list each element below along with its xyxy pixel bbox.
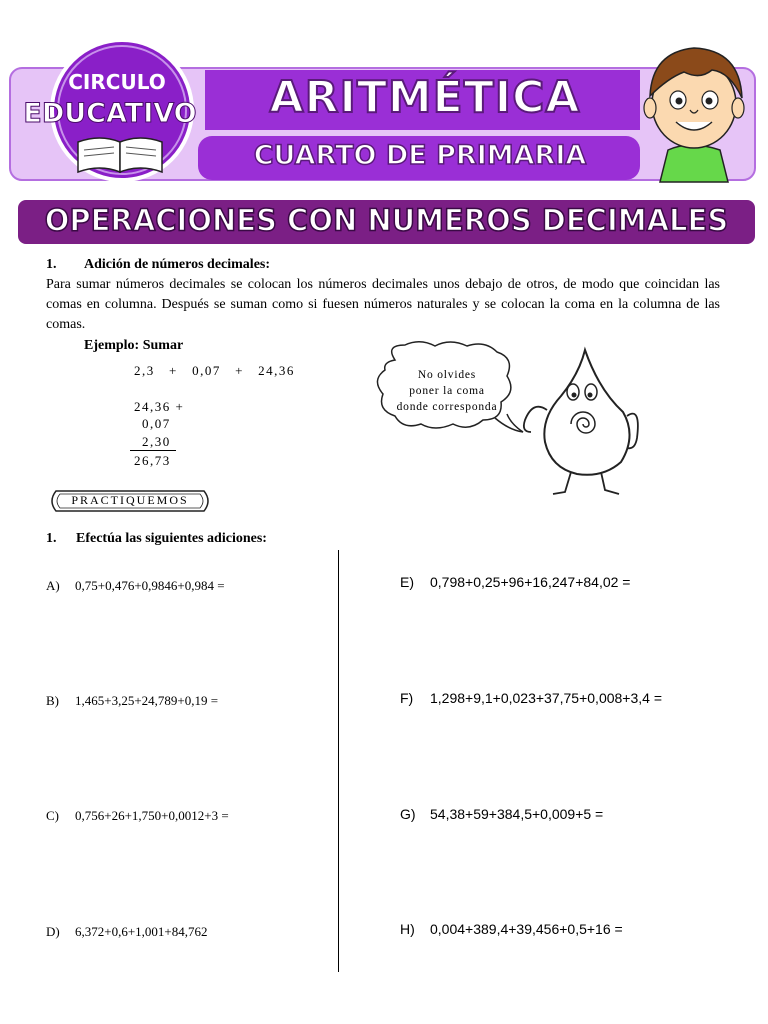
- exercise-d-expr: 6,372+0,6+1,001+84,762: [75, 924, 208, 939]
- exercise-number: 1.: [46, 531, 57, 546]
- example-label: Ejemplo: Sumar: [84, 338, 184, 353]
- exercise-a-expr: 0,75+0,476+0,9846+0,984 =: [75, 578, 225, 593]
- exercise-f-expr: 1,298+9,1+0,023+37,75+0,008+3,4 =: [430, 690, 663, 706]
- drop-mascot-illustration: [375, 340, 695, 505]
- bubble-text-3: donde corresponda: [396, 401, 498, 413]
- exercise-e-expr: 0,798+0,25+96+16,247+84,02 =: [430, 574, 631, 590]
- column-row-3: 2,30: [142, 434, 171, 449]
- exercise-b-label: B): [46, 693, 59, 708]
- logo-text-educativo: EDUCATIVO: [23, 98, 197, 129]
- bubble-text-2: poner la coma: [409, 385, 485, 397]
- exercise-c-label: C): [46, 808, 59, 823]
- exercise-a-label: A): [46, 578, 60, 593]
- exercise-h-expr: 0,004+389,4+39,456+0,5+16 =: [430, 921, 623, 937]
- exercise-f-label: F): [400, 690, 414, 706]
- example-line: 2,3 + 0,07 + 24,36: [134, 363, 295, 378]
- column-row-2: 0,07: [142, 416, 171, 431]
- bubble-text-1: No olvides: [417, 369, 477, 381]
- exercise-heading: Efectúa las siguientes adiciones:: [76, 531, 267, 546]
- page-title: ARITMÉTICA: [269, 72, 581, 123]
- sum-line: [130, 450, 176, 451]
- exercise-h-label: H): [400, 921, 415, 937]
- exercise-g-label: G): [400, 806, 416, 822]
- column-result: 26,73: [134, 453, 171, 468]
- practice-label: PRACTIQUEMOS: [71, 493, 189, 507]
- section-title: OPERACIONES CON NUMEROS DECIMALES: [44, 202, 729, 238]
- lesson-paragraph: Para sumar números decimales se colocan los números decimales unos debajo de otros, de modo que coincidan las comas en columna. Después se suman como si fuesen números naturales y se colocan la coma en la columna de las comas.: [46, 277, 720, 332]
- page-subtitle: CUARTO DE PRIMARIA: [253, 140, 587, 171]
- exercise-d-label: D): [46, 924, 60, 939]
- water-drop-icon: [524, 350, 638, 494]
- exercise-b-expr: 1,465+3,25+24,789+0,19 =: [75, 693, 219, 708]
- logo-text-circulo: CIRCULO: [68, 70, 166, 94]
- column-divider: [338, 550, 339, 972]
- exercise-c-expr: 0,756+26+1,750+0,0012+3 =: [75, 808, 229, 823]
- column-row-1: 24,36 +: [134, 399, 185, 414]
- lesson-heading: Adición de números decimales:: [84, 257, 271, 272]
- book-icon: [78, 138, 162, 172]
- exercise-g-expr: 54,38+59+384,5+0,009+5 =: [430, 806, 604, 822]
- exercise-e-label: E): [400, 574, 414, 590]
- lesson-number: 1.: [46, 257, 57, 272]
